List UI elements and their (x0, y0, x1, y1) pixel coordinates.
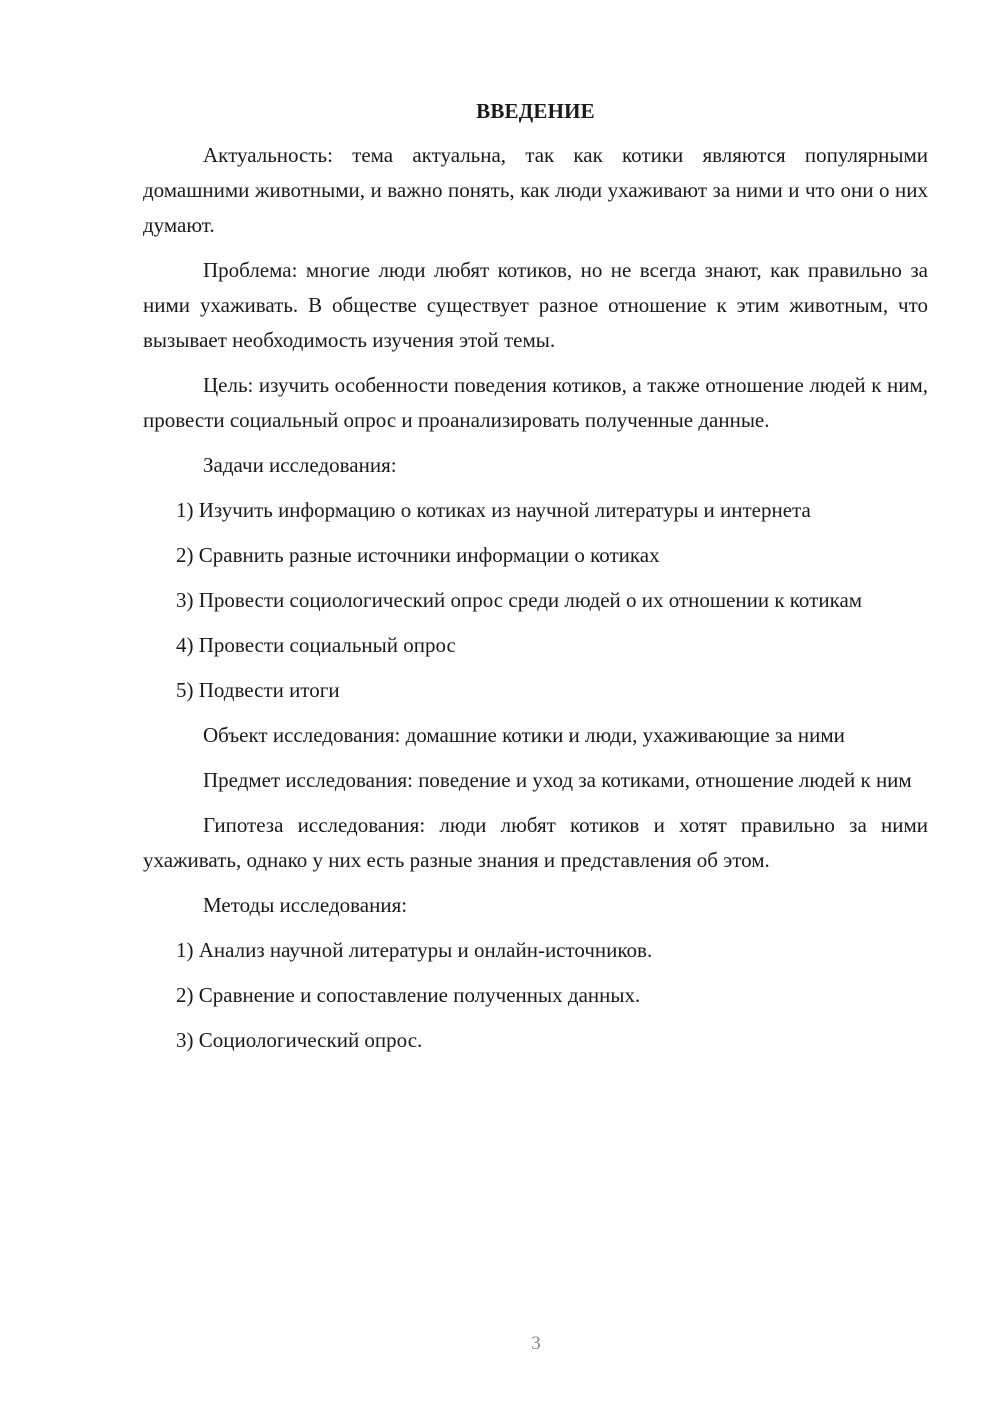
task-item-2: 2) Сравнить разные источники информации о котиках (176, 543, 660, 567)
method-item-2: 2) Сравнение и сопоставление полученных данных. (176, 983, 641, 1007)
method-item-1: 1) Анализ научной литературы и онлайн-источников. (176, 938, 653, 962)
tasks-title: Задачи исследования: (203, 453, 397, 477)
object-paragraph: Объект исследования: домашние котики и люди, ухаживающие за ними (203, 723, 845, 747)
task-item-3: 3) Провести социологический опрос среди людей о их отношении к котикам (176, 588, 863, 612)
method-item-3: 3) Социологический опрос. (176, 1028, 423, 1052)
section-heading: ВВЕДЕНИЕ (476, 99, 595, 123)
subject-paragraph: Предмет исследования: поведение и уход за котиками, отношение людей к ним (203, 768, 912, 792)
page-content (143, 96, 928, 1068)
task-item-5: 5) Подвести итоги (176, 678, 340, 702)
relevance-paragraph: Актуальность: тема актуальна, так как котики являются популярными домашними животными, и важно понять, как люди ухаживают за ними и что они о них думают. (143, 143, 928, 237)
task-item-4: 4) Провести социальный опрос (176, 633, 456, 657)
page-number: 3 (531, 1333, 541, 1354)
problem-paragraph: Проблема: многие люди любят котиков, но не всегда знают, как правильно за ними ухаживать. В обществе существует разное отношение к этим животным, что вызывает необходимость изучения этой темы. (143, 258, 928, 352)
methods-title: Методы исследования: (203, 893, 408, 917)
goal-paragraph: Цель: изучить особенности поведения котиков, а также отношение людей к ним, провести социальный опрос и проанализировать полученные данные. (143, 373, 928, 432)
task-item-1: 1) Изучить информацию о котиках из научной литературы и интернета (176, 498, 811, 522)
hypothesis-paragraph: Гипотеза исследования: люди любят котиков и хотят правильно за ними ухаживать, однако у них есть разные знания и представления об этом. (143, 813, 928, 872)
